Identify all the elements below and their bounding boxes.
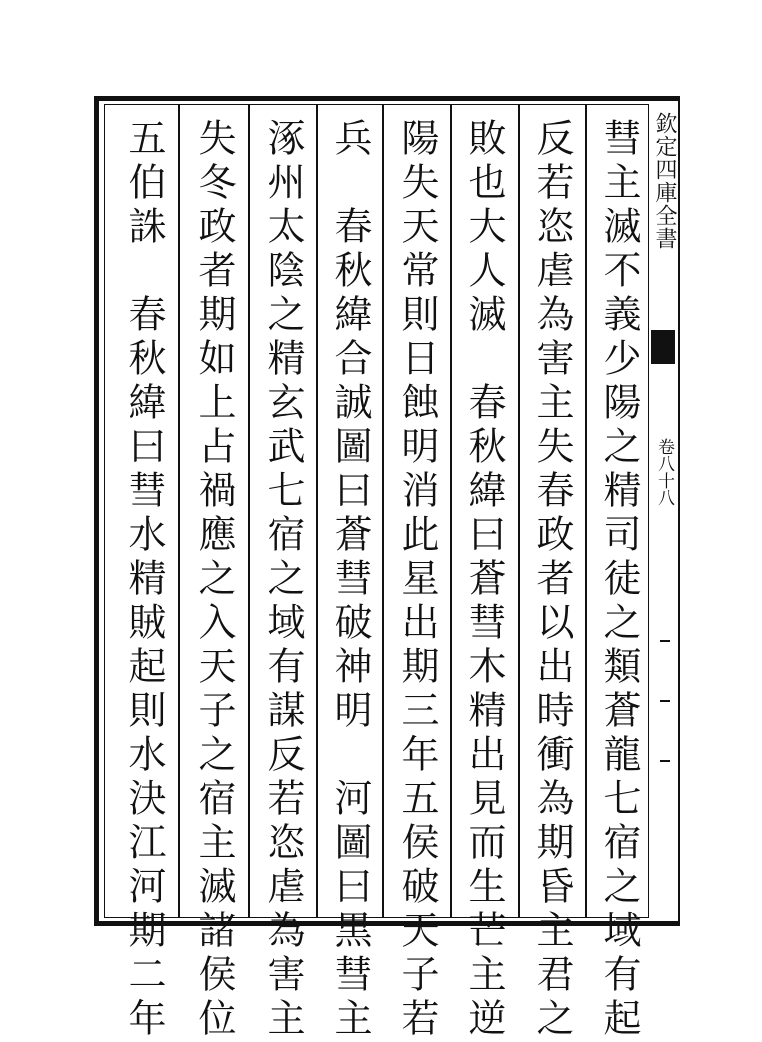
text-column-3: 敗也大人滅 春秋緯曰蒼彗木精出見而生芒主逆 <box>462 118 506 1042</box>
column-rule <box>382 104 384 918</box>
text-column-1: 彗主滅不義少陽之精司徒之類蒼龍七宿之域有起 <box>597 118 641 1042</box>
column-rule <box>248 104 250 918</box>
column-rule <box>585 104 587 918</box>
text-column-7: 失冬政者期如上占禍應之入天子之宿主滅諸侯位 <box>192 118 236 1042</box>
margin-tick <box>660 640 670 642</box>
margin-tick <box>660 760 670 762</box>
fish-tail-mark <box>651 330 675 364</box>
text-column-6: 涿州太陰之精玄武七宿之域有謀反若恣虐為害主 <box>261 118 305 1042</box>
column-rule <box>316 104 318 918</box>
column-rule <box>518 104 520 918</box>
text-column-5: 兵 春秋緯合誠圖曰蒼彗破神明 河圖曰黒彗主 <box>328 118 372 1042</box>
margin-tick <box>660 700 670 702</box>
column-rule <box>178 104 180 918</box>
book-title: 欽定四庫全書 <box>652 112 677 250</box>
volume-number: 卷八十八 <box>654 438 674 506</box>
text-column-4: 陽失天常則日蝕明消此星出期三年五侯破天子若 <box>395 118 439 1042</box>
text-column-2: 反若恣虐為害主失春政者以出時衝為期昏主君之 <box>530 118 574 1042</box>
text-column-8: 五伯誅 春秋緯曰彗水精賊起則水決江河期二年 <box>122 118 166 1042</box>
column-rule <box>450 104 452 918</box>
